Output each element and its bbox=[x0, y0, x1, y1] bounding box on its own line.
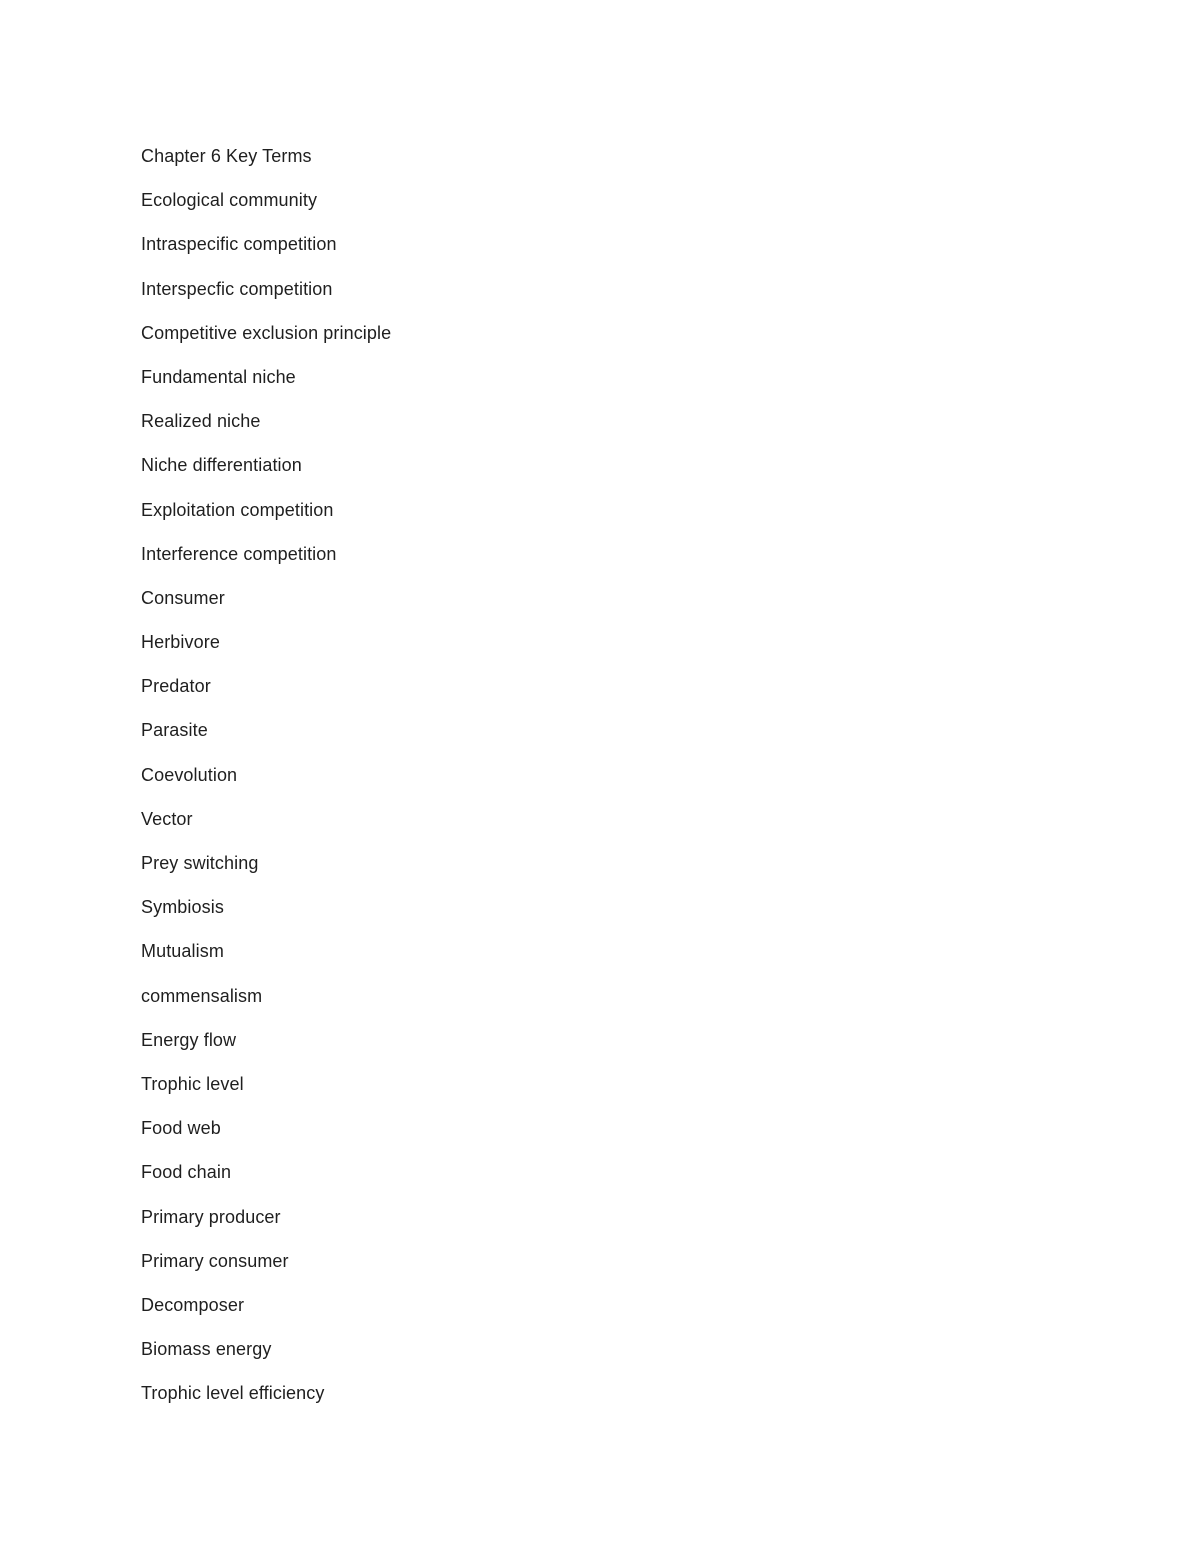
key-term: Biomass energy bbox=[141, 1339, 272, 1360]
key-term: Interference competition bbox=[141, 543, 337, 564]
key-term: Symbiosis bbox=[141, 897, 224, 918]
key-term: Competitive exclusion principle bbox=[141, 322, 392, 343]
key-term: Energy flow bbox=[141, 1029, 237, 1050]
key-term: Food chain bbox=[141, 1162, 232, 1183]
key-term: Food web bbox=[141, 1118, 221, 1139]
key-term: Exploitation competition bbox=[141, 499, 334, 520]
key-term: Trophic level efficiency bbox=[141, 1383, 325, 1404]
key-term: Predator bbox=[141, 676, 211, 697]
key-term: commensalism bbox=[141, 985, 263, 1006]
key-term: Primary consumer bbox=[141, 1250, 289, 1271]
key-term: Vector bbox=[141, 808, 193, 829]
key-term: Parasite bbox=[141, 720, 208, 741]
key-term: Consumer bbox=[141, 587, 225, 608]
document-body bbox=[141, 142, 1041, 1423]
key-term: Trophic level bbox=[141, 1073, 244, 1094]
key-term: Interspecfic competition bbox=[141, 278, 333, 299]
key-term: Decomposer bbox=[141, 1294, 245, 1315]
key-term: Fundamental niche bbox=[141, 366, 296, 387]
key-term: Herbivore bbox=[141, 632, 220, 653]
key-term: Mutualism bbox=[141, 941, 224, 962]
key-term: Realized niche bbox=[141, 411, 261, 432]
page-title: Chapter 6 Key Terms bbox=[141, 146, 312, 166]
key-term: Primary producer bbox=[141, 1206, 281, 1227]
key-term: Niche differentiation bbox=[141, 455, 302, 476]
key-term: Coevolution bbox=[141, 764, 238, 785]
key-term: Ecological community bbox=[141, 190, 318, 211]
key-term: Prey switching bbox=[141, 853, 259, 873]
key-term: Intraspecific competition bbox=[141, 234, 337, 255]
